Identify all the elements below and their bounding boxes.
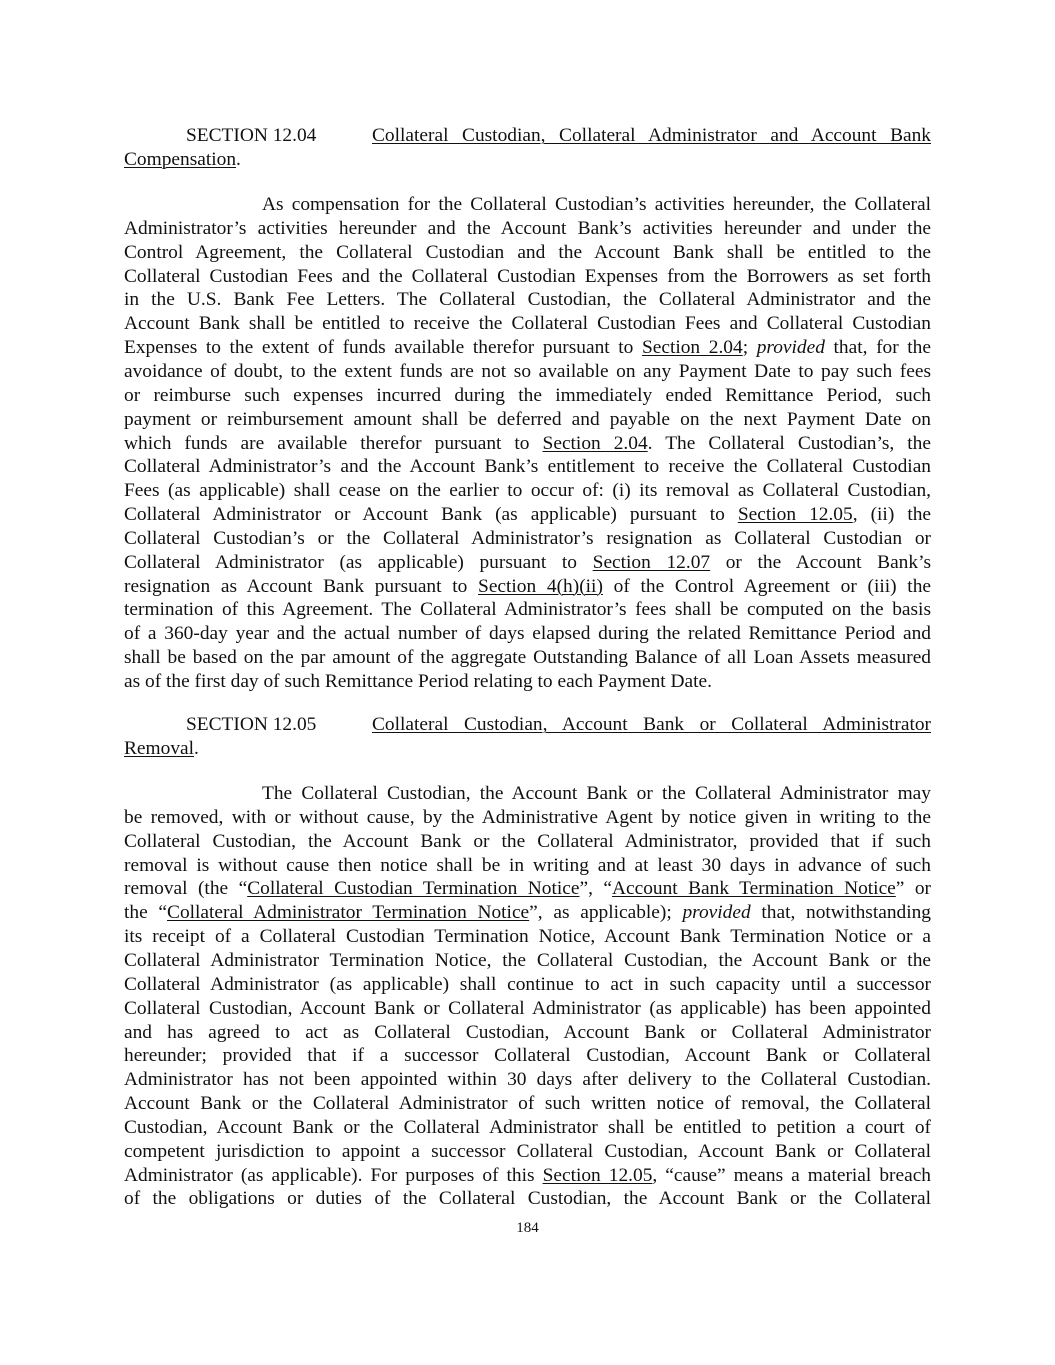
text-line <box>124 877 931 901</box>
text-segment: Administrator has not been appointed within 30 days after delivery to the Collateral Custodian. <box>124 1069 931 1091</box>
text-line <box>124 901 931 925</box>
text-line <box>124 646 931 670</box>
section-1204-title-punct: . <box>236 149 241 170</box>
text-segment: Collateral Custodian, the Account Bank or the Collateral Administrator, provided that if such <box>124 830 931 852</box>
cross-reference: Section 2.04 <box>542 432 648 454</box>
text-segment: Account Bank shall be entitled to receive the Collateral Custodian Fees and Collateral Custodian <box>124 313 931 335</box>
cross-reference: Collateral Administrator Termination Notice <box>167 902 530 924</box>
text-segment: The Collateral Custodian, the Account Bank or the Collateral Administrator may <box>262 783 931 804</box>
text-segment: the “ <box>124 902 168 924</box>
cross-reference: Section 12.05 <box>737 504 853 526</box>
text-line <box>124 408 931 432</box>
text-segment: that, notwithstanding <box>750 902 931 924</box>
text-line <box>124 598 931 622</box>
text-line <box>124 288 931 312</box>
text-segment: Collateral Administrator (as applicable) shall continue to act in such capacity until a successor <box>124 973 931 995</box>
text-line <box>124 806 931 830</box>
section-1205-title-cont <box>124 737 931 761</box>
section-1204-title-cont <box>124 148 931 172</box>
text-segment: removal is without cause then notice shall be in writing and at least 30 days in advance of such <box>124 854 931 876</box>
text-line <box>124 479 931 503</box>
section-1205-title-line2: Removal <box>124 738 195 759</box>
text-line <box>262 193 931 217</box>
text-line <box>124 925 931 949</box>
text-line <box>124 949 931 973</box>
text-segment: Collateral Administrator’s and the Account Bank’s entitlement to receive the Collateral Custodian <box>124 456 931 478</box>
text-line <box>124 1116 931 1140</box>
text-segment: Collateral Administrator or Account Bank (as applicable) pursuant to <box>124 504 738 526</box>
text-segment: Custodian, Account Bank or the Collateral Administrator shall be entitled to petition a court of <box>124 1116 931 1138</box>
text-segment: Expenses to the extent of funds available therefor pursuant to <box>124 337 642 359</box>
text-line <box>124 360 931 384</box>
text-segment: As compensation for the Collateral Custodian’s activities hereunder, the Collateral <box>262 194 931 215</box>
text-segment: Collateral Custodian’s or the Collateral Administrator’s resignation as Collateral Custodian or <box>124 527 931 549</box>
text-segment: ” or <box>895 878 931 900</box>
text-line <box>124 1187 931 1211</box>
text-segment: Collateral Administrator Termination Notice, the Collateral Custodian, the Account Bank or the <box>124 949 931 971</box>
text-segment: termination of this Agreement. The Collateral Administrator’s fees shall be computed on the basis <box>124 599 931 621</box>
text-segment: . The Collateral Custodian’s, the <box>647 432 931 454</box>
text-segment: or the Account Bank’s <box>710 551 931 573</box>
text-line <box>124 1021 931 1045</box>
cross-reference: Section 12.07 <box>592 551 711 573</box>
text-line <box>124 217 931 241</box>
text-line <box>124 622 931 646</box>
text-segment: in the U.S. Bank Fee Letters. The Collateral Custodian, the Collateral Administrator and the <box>124 289 931 311</box>
text-segment: of the Control Agreement or (iii) the <box>602 575 931 597</box>
text-segment: that, for the <box>824 337 931 359</box>
text-segment: ; <box>742 337 757 359</box>
text-line <box>124 432 931 456</box>
text-line <box>124 575 931 599</box>
text-line <box>124 312 931 336</box>
emphasis: provided <box>756 337 825 359</box>
text-line <box>124 854 931 878</box>
text-line <box>124 336 931 360</box>
text-line <box>124 997 931 1021</box>
text-segment: which funds are available therefor pursuant to <box>124 432 543 454</box>
text-segment: Fees (as applicable) shall cease on the earlier to occur of: (i) its removal as Collateral Custodian, <box>124 480 931 502</box>
text-line <box>124 241 931 265</box>
text-segment: Administrator’s activities hereunder and the Account Bank’s activities hereunder and under the <box>124 217 931 239</box>
section-1204-number: SECTION 12.04 <box>186 125 317 146</box>
text-line <box>124 551 931 575</box>
text-line <box>124 1140 931 1164</box>
text-segment: shall be based on the par amount of the aggregate Outstanding Balance of all Loan Assets measured <box>124 647 931 669</box>
section-1204-title-line2: Compensation <box>124 149 237 170</box>
text-line <box>124 455 931 479</box>
text-segment: its receipt of a Collateral Custodian Termination Notice, Account Bank Termination Notice or a <box>124 926 931 948</box>
text-segment: Collateral Administrator (as applicable) pursuant to <box>124 551 593 573</box>
text-line <box>124 1092 931 1116</box>
text-line <box>124 973 931 997</box>
text-segment: ”, “ <box>579 878 612 900</box>
text-segment: Collateral Custodian, Account Bank or Collateral Administrator (as applicable) has been appointed <box>124 997 931 1019</box>
text-segment: or reimburse such expenses incurred during the immediately ended Remittance Period, such <box>124 384 931 406</box>
text-line <box>124 384 931 408</box>
emphasis: provided <box>682 902 751 924</box>
text-segment: as of the first day of such Remittance Period relating to each Payment Date. <box>124 671 712 692</box>
section-1205-number: SECTION 12.05 <box>186 714 317 735</box>
text-segment: Administrator (as applicable). For purposes of this <box>124 1164 543 1186</box>
text-line <box>124 527 931 551</box>
text-segment: and has agreed to act as Collateral Custodian, Account Bank or Collateral Administrator <box>124 1021 931 1043</box>
text-line <box>124 830 931 854</box>
text-segment: removal (the “ <box>124 878 248 900</box>
section-1204-title: Collateral Custodian, Collateral Administrator and Account Bank <box>372 125 931 146</box>
text-segment: payment or reimbursement amount shall be deferred and payable on the next Payment Date on <box>124 408 931 430</box>
text-segment: , “cause” means a material breach <box>652 1164 931 1186</box>
text-segment: be removed, with or without cause, by the Administrative Agent by notice given in writing to the <box>124 806 931 828</box>
cross-reference: Section 12.05 <box>542 1164 653 1186</box>
text-line <box>124 265 931 289</box>
text-segment: , (ii) the <box>852 504 932 526</box>
text-line <box>124 1068 931 1092</box>
text-segment: resignation as Account Bank pursuant to <box>124 575 479 597</box>
text-segment: of a 360-day year and the actual number of days elapsed during the related Remittance Period and <box>124 623 931 645</box>
text-line <box>124 1164 931 1188</box>
section-1205-title-punct: . <box>194 738 199 759</box>
cross-reference: Section 2.04 <box>641 337 743 359</box>
cross-reference: Account Bank Termination Notice <box>611 878 896 900</box>
text-segment: Collateral Custodian Fees and the Collateral Custodian Expenses from the Borrowers as set forth <box>124 265 931 287</box>
text-segment: Control Agreement, the Collateral Custodian and the Account Bank shall be entitled to the <box>124 241 931 263</box>
text-line <box>262 782 931 806</box>
cross-reference: Collateral Custodian Termination Notice <box>247 878 580 900</box>
text-segment: competent jurisdiction to appoint a successor Collateral Custodian, Account Bank or Collateral <box>124 1140 931 1162</box>
text-line <box>124 1044 931 1068</box>
text-segment: of the obligations or duties of the Collateral Custodian, the Account Bank or the Collateral <box>124 1188 931 1210</box>
text-line <box>124 503 931 527</box>
cross-reference: Section 4(h)(ii) <box>478 575 603 597</box>
text-segment: Account Bank or the Collateral Administrator of such written notice of removal, the Collateral <box>124 1093 931 1115</box>
text-segment: ”, as applicable); <box>529 902 683 924</box>
section-1205-title: Collateral Custodian, Account Bank or Collateral Administrator <box>372 714 931 735</box>
text-line <box>124 670 931 694</box>
page-number: 184 <box>516 1220 539 1236</box>
text-segment: hereunder; provided that if a successor Collateral Custodian, Account Bank or Collateral <box>124 1045 931 1067</box>
text-segment: avoidance of doubt, to the extent funds are not so available on any Payment Date to pay such fees <box>124 360 931 382</box>
